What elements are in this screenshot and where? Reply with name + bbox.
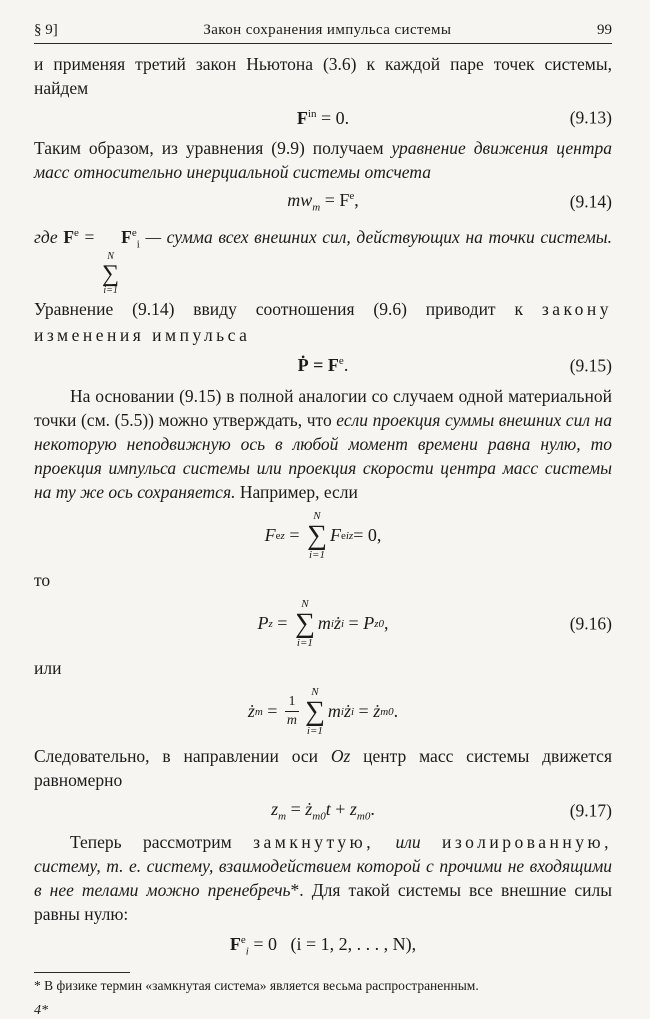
equation-number: (9.14) <box>569 191 612 212</box>
equation-fz: F e z = N ∑ i=1 F e iz = 0, <box>264 509 382 561</box>
paragraph-3: где $F^e$ = N ∑ i=1 $F^e_i$ — сумма всех внешних сил, действующих на точки системы. Уравнение (9.14) ввиду соотношения (9.6) приводит к закону изменения импульса <box>34 226 613 345</box>
equation-9-13: $F^{in} = 0$. (9.13) <box>296 107 612 128</box>
paragraph-4: На основании (9.15) в полной аналогии со случаем одной материальной точки (см. (5.5)) можно утверждать, что если проекция суммы внешних сил на некоторую неподвижную ось в любой момент времени равна нулю, то проекция импульса системы или проекция скорости центра масс системы на ту же ось сохраняется. Например, если <box>34 385 612 502</box>
summation-sign: N ∑ i=1 <box>306 509 327 561</box>
paragraph-6: Теперь рассмотрим замкнутую, или изолированную, систему, т. е. систему, взаимодействием которой с прочими не входящими в нее телами можно пренебречь*. Для такой системы все внешние силы равны нулю: <box>34 831 613 924</box>
page-number: 99 <box>596 22 612 38</box>
running-title: Закон сохранения импульса системы <box>203 22 452 38</box>
equation-number: (9.13) <box>569 107 612 128</box>
equation-number: (9.16) <box>569 613 612 634</box>
page <box>34 22 612 1019</box>
footnote-rule <box>34 972 130 973</box>
fraction: $\frac{1}{m}$ <box>286 694 297 729</box>
summation-sign: N ∑ i=1 <box>294 597 315 649</box>
equation-9-17: $z_m$ = $ż_{m0}t + z_{m0}$. (9.17) <box>271 799 612 823</box>
equation-9-14: $mw_m = F^e$, (9.14) <box>287 190 612 214</box>
equation-final: $F^e_i = 0$ (i = 1, 2, . . . , N), <box>229 934 417 958</box>
summation-sign: N ∑ i=1 <box>304 685 325 737</box>
signature-mark: 4* <box>34 1002 48 1018</box>
equation-9-15: Ṗ = $F^e$. (9.15) <box>297 355 612 376</box>
footnote: * В физике термин «замкнутая система» является весьма распространенным. <box>34 977 479 993</box>
word-or: или <box>34 657 62 678</box>
paragraph-5: Следовательно, в направлении оси Oz центр масс системы движется равномерно <box>34 745 612 790</box>
equation-number: (9.15) <box>569 355 612 376</box>
section-number: § 9] <box>34 22 58 38</box>
equation-number: (9.17) <box>569 800 612 821</box>
equation-9-16: P z = N ∑ i=1 m i ż i = P z0 , (9.16) <box>257 597 612 649</box>
summation-sign: N ∑ i=1 <box>102 250 120 296</box>
equation-zm: ż m = $\frac{1}{m}$ N ∑ i=1 m i ż i = ż m0 . <box>247 685 399 737</box>
word-to: то <box>34 569 51 590</box>
running-header <box>34 22 612 44</box>
paragraph-1: и применяя третий закон Ньютона (3.6) к каждой паре точек системы, найдем <box>34 54 612 98</box>
paragraph-2: Таким образом, из уравнения (9.9) получаем уравнение движения центра масс относительно инерциальной системы отсчета <box>34 138 612 182</box>
